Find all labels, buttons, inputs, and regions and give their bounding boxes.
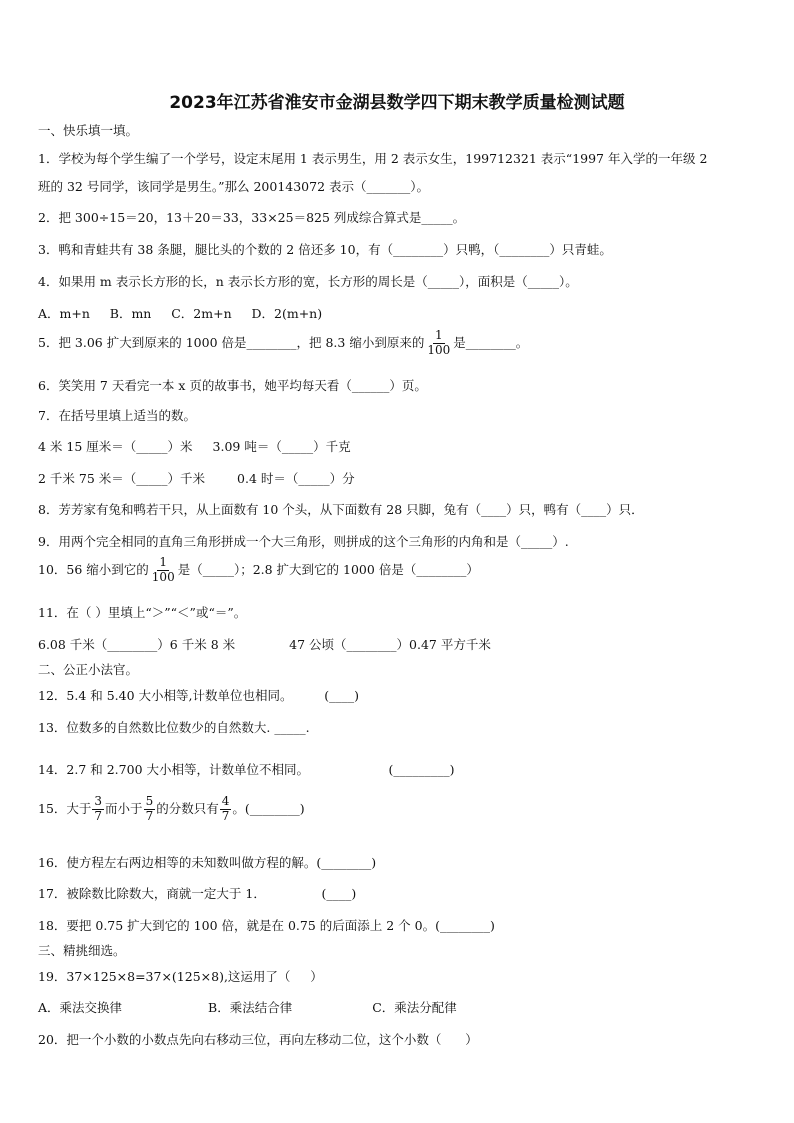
question-15-text-b: 而小于: [105, 800, 143, 816]
question-5-text-a: 5．把 3.06 扩大到原来的 1000 倍是________，把 8.3 缩小到原来的: [38, 334, 425, 350]
fraction-numerator: 1: [159, 555, 168, 569]
question-8: 8．芳芳家有兔和鸭若干只，从上面数有 10 个头，从下面数有 28 只脚，兔有（____）只，鸭有（____）只．: [38, 502, 644, 517]
question-6: 6．笑笑用 7 天看完一本 x 页的故事书，她平均每天看（______）页。: [38, 378, 427, 393]
question-4-options: A．m+n B．mn C．2m+n D．2(m+n): [38, 306, 323, 321]
fraction: [425, 329, 452, 358]
question-7-row-1-b: 3.09 吨＝（_____）千克: [212, 439, 351, 454]
question-9: 9．用两个完全相同的直角三角形拼成一个大三角形，则拼成的这个三角形的内角和是（_____）.: [38, 534, 569, 549]
question-4: 4．如果用 m 表示长方形的长，n 表示长方形的宽，长方形的周长是（_____），面积是（_____）。: [38, 274, 578, 289]
question-10-text-b: 是（_____）；2.8 扩大到它的 1000 倍是（________）: [177, 561, 479, 577]
question-18: 18．要把 0.75 扩大到它的 100 倍，就是在 0.75 的后面添上 2 个 0。(________): [38, 918, 495, 933]
question-16: 16．使方程左右两边相等的未知数叫做方程的解。(________): [38, 855, 377, 870]
question-13: 13．位数多的自然数比位数少的自然数大. _____.: [38, 720, 310, 735]
question-3: 3．鸭和青蛙共有 38 条腿，腿比头的个数的 2 倍还多 10，有（________）只鸭，（________）只青蛙。: [38, 242, 612, 257]
question-10-text-a: 10．56 缩小到它的: [38, 561, 149, 577]
question-1-line-1: 1．学校为每个学生编了一个学号，设定末尾用 1 表示男生，用 2 表示女生，199712321 表示“1997 年入学的一年级 2: [38, 151, 708, 166]
question-5: [38, 329, 528, 358]
question-20: 20．把一个小数的小数点先向右移动三位，再向左移动二位，这个小数（ ）: [38, 1032, 478, 1047]
fraction-numerator: 1: [434, 328, 443, 342]
fraction: [220, 795, 232, 824]
question-7-row-1-a: 4 米 15 厘米＝（_____）米: [38, 439, 193, 454]
question-1-line-2: 班的 32 号同学，该同学是男生。”那么 200143072 表示（_______）。: [38, 179, 430, 194]
fraction-numerator: 4: [221, 794, 230, 808]
question-15-text-a: 15．大于: [38, 800, 92, 816]
page-title: 2023年江苏省淮安市金湖县数学四下期末教学质量检测试题: [169, 93, 625, 113]
question-11: 11．在（ ）里填上“＞”“＜”或“＝”。: [38, 605, 247, 620]
fraction-numerator: 5: [145, 794, 154, 808]
question-7-row-1: [38, 437, 351, 455]
question-7-row-2-a: 2 千米 75 米＝（_____）千米: [38, 471, 206, 486]
question-11-row-b: 47 公顷（________）0.47 平方千米: [289, 637, 491, 652]
question-17: 17．被除数比除数大，商就一定大于 1． (____): [38, 886, 357, 901]
fraction: [144, 795, 156, 824]
question-19-option-a: A．乘法交换律: [38, 1000, 123, 1015]
fraction-denominator: 100: [427, 342, 451, 357]
question-19-option-b: B．乘法结合律: [208, 1000, 293, 1015]
question-7-row-2-b: 0.4 时＝（_____）分: [237, 471, 355, 486]
question-12: 12．5.4 和 5.40 大小相等,计数单位也相同。 (____): [38, 688, 360, 703]
fraction-denominator: 7: [145, 808, 154, 823]
fraction-denominator: 100: [151, 569, 175, 584]
fraction: [150, 556, 177, 585]
question-15-text-c: 的分数只有: [156, 800, 219, 816]
question-19: 19．37×125×8=37×(125×8),这运用了（ ）: [38, 969, 323, 984]
question-10: [38, 556, 479, 585]
question-14: 14．2.7 和 2.700 大小相等，计数单位不相同。 (_________): [38, 762, 455, 777]
question-19-option-c: C．乘法分配律: [372, 1000, 457, 1015]
section-heading-1: 一、快乐填一填。: [38, 123, 139, 138]
question-11-row-a: 6.08 千米（________）6 千米 8 米: [38, 637, 236, 652]
question-11-row: [38, 635, 491, 653]
section-heading-3: 三、精挑细选。: [38, 943, 126, 958]
fraction-denominator: 7: [94, 808, 103, 823]
question-2: 2．把 300÷15＝20，13＋20＝33，33×25＝825 列成综合算式是_____。: [38, 210, 466, 225]
fraction-denominator: 7: [221, 808, 230, 823]
question-15-text-e: 。(________): [232, 800, 305, 816]
section-heading-2: 二、公正小法官。: [38, 662, 139, 677]
question-19-options: [38, 998, 457, 1016]
question-7: 7．在括号里填上适当的数。: [38, 408, 196, 423]
question-15: [38, 795, 305, 824]
fraction-numerator: 3: [94, 794, 103, 808]
question-7-row-2: [38, 469, 355, 487]
question-5-text-b: 是________。: [453, 334, 529, 350]
fraction: [92, 795, 104, 824]
